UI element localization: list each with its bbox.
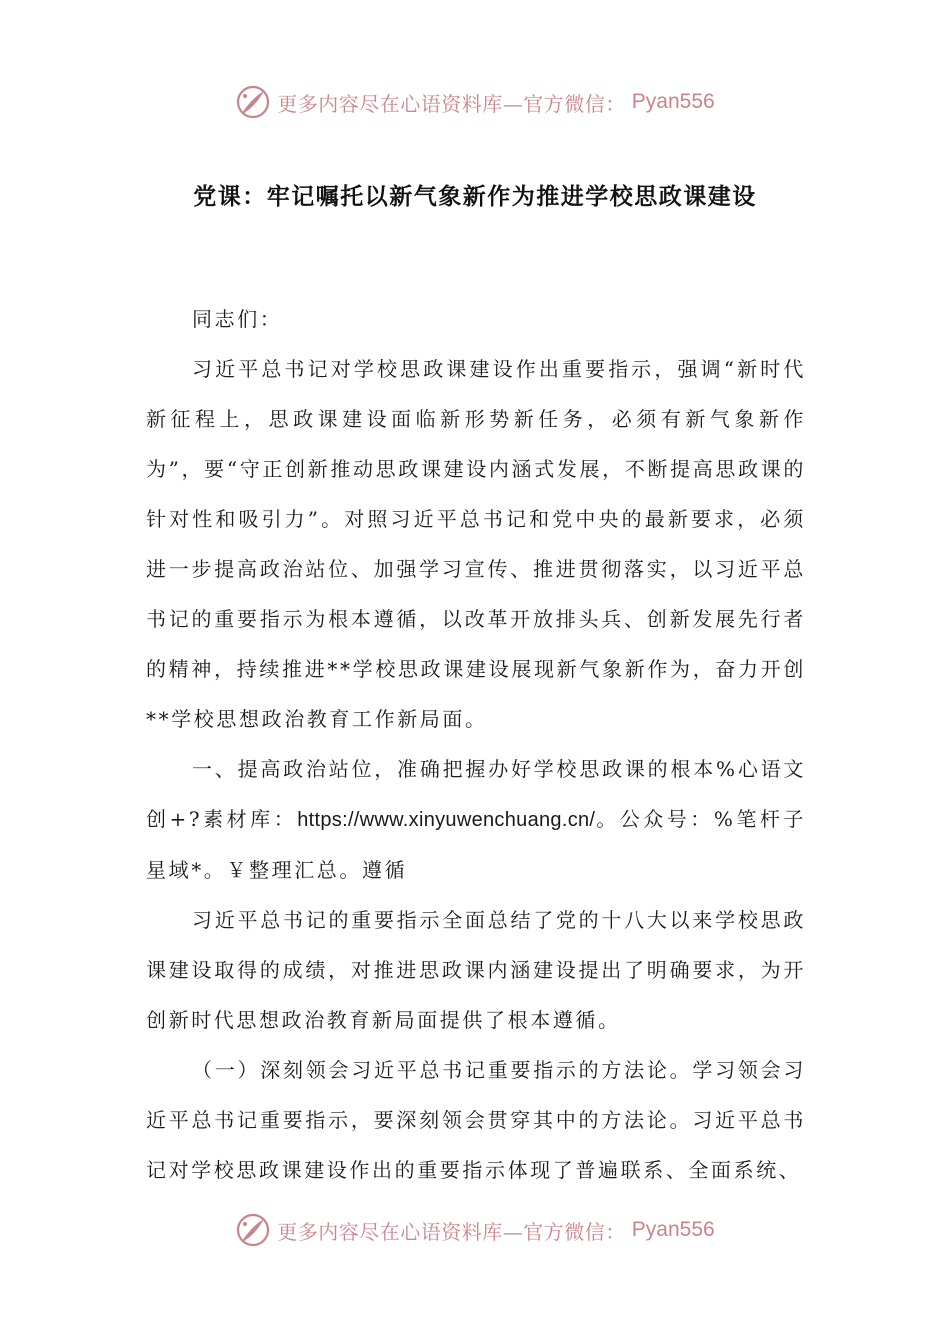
- section-heading-1: [146, 744, 806, 895]
- section-heading-tail: 。公众号：%笔杆子星域*。￥整理汇总。遵循: [146, 807, 807, 882]
- section-heading-lead: 一、提高政治站位，准确把握办好学校思政课的根本%心语文创+?素材库：: [146, 757, 806, 831]
- watermark-handle: Pyan556: [631, 90, 715, 113]
- paragraph-summary: 习近平总书记的重要指示全面总结了党的十八大以来学校思政课建设取得的成绩，对推进思政课内涵建设提出了明确要求，为开创新时代思想政治教育新局面提供了根本遵循。: [146, 908, 806, 1032]
- quill-logo-icon: [235, 84, 271, 120]
- paragraph-methodology: （一）深刻领会习近平总书记重要指示的方法论。学习领会习近平总书记重要指示，要深刻领会贯穿其中的方法论。习近平总书记对学校思政课建设作出的重要指示体现了普遍联系、全面系统、: [146, 1058, 806, 1182]
- document-title: 党课：牢记嘱托以新气象新作为推进学校思政课建设: [193, 184, 757, 210]
- watermark-text: 更多内容尽在心语资料库—官方微信：: [277, 91, 626, 116]
- paragraph-intro: 习近平总书记对学校思政课建设作出重要指示，强调“新时代新征程上，思政课建设面临新形势新任务，必须有新气象新作为”，要“守正创新推动思政课建设内涵式发展，不断提高思政课的针对性和吸引力”。对照习近平总书记和党中央的最新要求，必须进一步提高政治站位、加强学习宣传、推进贯彻落实，以习近平总书记的重要指示为根本遵循，以改革开放排头兵、创新发展先行者的精神，持续推进**学校思政课建设展现新气象新作为，奋力开创**学校思想政治教育工作新局面。: [146, 357, 806, 731]
- greeting: 同志们：: [192, 307, 283, 331]
- source-url: https://www.xinyuwenchuang.cn/: [297, 809, 596, 831]
- watermark-handle: Pyan556: [631, 1218, 715, 1241]
- watermark-banner-bottom: [0, 1208, 950, 1252]
- watermark-text: 更多内容尽在心语资料库—官方微信：: [277, 1219, 626, 1244]
- watermark-banner-top: [0, 80, 950, 124]
- document-body: [146, 294, 806, 1195]
- quill-logo-icon: [235, 1212, 271, 1248]
